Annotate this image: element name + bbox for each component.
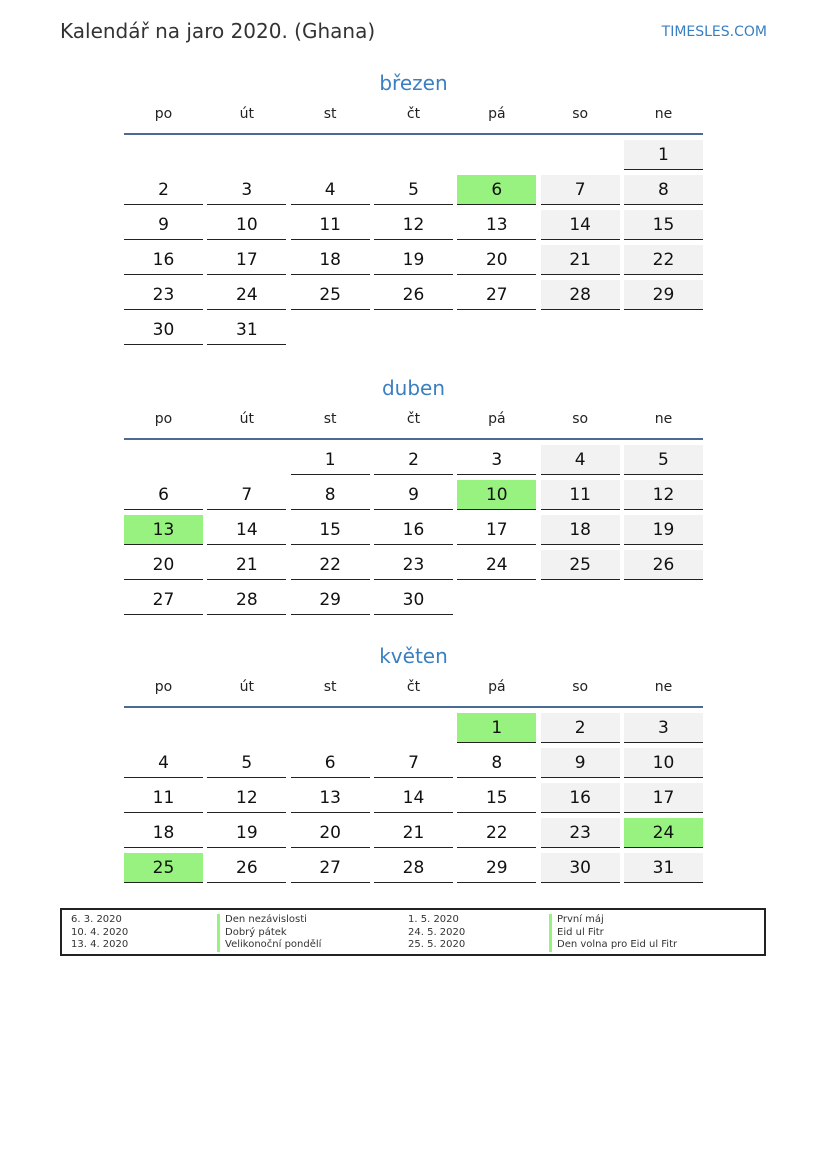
day-cell[interactable]: 24 [207,280,286,310]
day-cell[interactable]: 13 [457,210,536,240]
day-cell[interactable]: 7 [374,748,453,778]
day-cell[interactable]: 8 [624,175,703,205]
day-cell[interactable]: 9 [124,210,203,240]
weekday-label: st [323,411,337,427]
day-cell[interactable]: 26 [207,853,286,883]
day-cell[interactable]: 27 [124,585,203,615]
day-cell[interactable]: 18 [291,245,370,275]
day-cell[interactable]: 1 [291,445,370,475]
day-cell[interactable]: 25 [541,550,620,580]
day-cell[interactable]: 28 [541,280,620,310]
empty-day-cell [207,445,286,475]
day-cell[interactable]: 19 [207,818,286,848]
day-cell[interactable]: 5 [624,445,703,475]
holiday-date: 10. 4. 2020 [71,926,129,938]
day-grid [124,445,703,615]
empty-day-cell [624,585,703,615]
day-cell[interactable]: 12 [374,210,453,240]
day-cell[interactable]: 2 [124,175,203,205]
weekday-label: pá [488,679,506,695]
day-cell[interactable]: 12 [207,783,286,813]
day-cell[interactable]: 23 [124,280,203,310]
day-cell[interactable]: 30 [541,853,620,883]
day-cell[interactable]: 27 [291,853,370,883]
weekday-header [124,677,703,703]
day-cell[interactable]: 14 [374,783,453,813]
weekday-label: st [323,679,337,695]
day-grid [124,140,703,345]
weekday-label: po [154,106,173,122]
day-cell[interactable]: 4 [291,175,370,205]
day-cell[interactable]: 28 [374,853,453,883]
day-cell[interactable]: 17 [624,783,703,813]
day-cell[interactable]: 21 [207,550,286,580]
empty-day-cell [541,140,620,170]
holiday-day-cell[interactable]: 13 [124,515,203,545]
empty-day-cell [207,713,286,743]
holiday-name: Den volna pro Eid ul Fitr [549,939,677,952]
day-cell[interactable]: 9 [374,480,453,510]
day-cell[interactable]: 5 [207,748,286,778]
holiday-day-cell[interactable]: 24 [624,818,703,848]
holiday-name: Velikonoční pondělí [217,939,321,952]
day-cell[interactable]: 29 [624,280,703,310]
holiday-name: Eid ul Fitr [549,927,677,940]
empty-day-cell [124,713,203,743]
weekday-label: út [239,106,255,122]
weekday-header [124,409,703,435]
legend-names-left [217,914,321,952]
weekday-label: čt [406,411,421,427]
empty-day-cell [124,445,203,475]
day-cell[interactable]: 18 [124,818,203,848]
day-cell[interactable]: 4 [124,748,203,778]
weekday-label: čt [406,679,421,695]
weekday-label: po [154,411,173,427]
day-cell[interactable]: 16 [541,783,620,813]
month-march [124,70,703,345]
empty-day-cell [457,585,536,615]
day-cell[interactable]: 8 [457,748,536,778]
empty-day-cell [457,315,536,345]
header-divider [124,706,703,708]
holiday-date: 13. 4. 2020 [71,939,129,950]
empty-day-cell [624,315,703,345]
empty-day-cell [291,315,370,345]
day-cell[interactable]: 9 [541,748,620,778]
day-cell[interactable]: 31 [207,315,286,345]
header-divider [124,133,703,135]
weekday-label: ne [654,106,673,122]
month-may [124,643,703,883]
weekday-label: st [323,106,337,122]
day-cell[interactable]: 2 [374,445,453,475]
day-grid [124,713,703,883]
day-cell[interactable]: 11 [291,210,370,240]
legend-names-right [549,914,677,952]
day-cell[interactable]: 15 [291,515,370,545]
day-cell[interactable]: 23 [374,550,453,580]
day-cell[interactable]: 3 [624,713,703,743]
weekday-header [124,104,703,130]
day-cell[interactable]: 11 [124,783,203,813]
holiday-name: První máj [549,914,677,927]
day-cell[interactable]: 25 [291,280,370,310]
weekday-label: út [239,411,255,427]
weekday-label: čt [406,106,421,122]
day-cell[interactable]: 6 [124,480,203,510]
weekday-label: so [572,106,589,122]
empty-day-cell [291,713,370,743]
empty-day-cell [374,315,453,345]
day-cell[interactable]: 19 [624,515,703,545]
empty-day-cell [291,140,370,170]
empty-day-cell [374,140,453,170]
day-cell[interactable]: 4 [541,445,620,475]
day-cell[interactable]: 31 [624,853,703,883]
weekday-label: ne [654,411,673,427]
holiday-legend [60,908,766,956]
day-cell[interactable]: 28 [207,585,286,615]
day-cell[interactable]: 16 [374,515,453,545]
day-cell[interactable]: 7 [207,480,286,510]
holiday-day-cell[interactable]: 1 [457,713,536,743]
day-cell[interactable]: 12 [624,480,703,510]
empty-day-cell [124,140,203,170]
day-cell[interactable]: 15 [457,783,536,813]
day-cell[interactable]: 10 [624,748,703,778]
day-cell[interactable]: 20 [291,818,370,848]
holiday-name: Dobrý pátek [217,927,321,940]
page-title: Kalendář na jaro 2020. (Ghana) [60,19,376,43]
day-cell[interactable]: 13 [291,783,370,813]
empty-day-cell [541,315,620,345]
empty-day-cell [541,585,620,615]
day-cell[interactable]: 20 [124,550,203,580]
weekday-label: pá [488,411,506,427]
holiday-date: 24. 5. 2020 [408,926,466,938]
day-cell[interactable]: 7 [541,175,620,205]
month-title: duben [381,376,446,400]
day-cell[interactable]: 15 [624,210,703,240]
legend-dates-left [71,914,128,952]
month-title: květen [379,644,448,668]
day-cell[interactable]: 26 [374,280,453,310]
weekday-label: pá [488,106,506,122]
day-cell[interactable]: 30 [124,315,203,345]
day-cell[interactable]: 3 [457,445,536,475]
day-cell[interactable]: 10 [207,210,286,240]
day-cell[interactable]: 20 [457,245,536,275]
holiday-date: 25. 5. 2020 [408,939,466,950]
day-cell[interactable]: 24 [457,550,536,580]
day-cell[interactable]: 23 [541,818,620,848]
month-april [124,375,703,615]
legend-dates-right [408,914,465,952]
day-cell[interactable]: 22 [624,245,703,275]
day-cell[interactable]: 8 [291,480,370,510]
header-divider [124,438,703,440]
empty-day-cell [374,713,453,743]
day-cell[interactable]: 18 [541,515,620,545]
holiday-date: 6. 3. 2020 [71,914,122,925]
day-cell[interactable]: 26 [624,550,703,580]
day-cell[interactable]: 1 [624,140,703,170]
day-cell[interactable]: 6 [291,748,370,778]
weekday-label: út [239,679,255,695]
day-cell[interactable]: 2 [541,713,620,743]
day-cell[interactable]: 17 [457,515,536,545]
weekday-label: ne [654,679,673,695]
holiday-day-cell[interactable]: 6 [457,175,536,205]
day-cell[interactable]: 17 [207,245,286,275]
day-cell[interactable]: 3 [207,175,286,205]
day-cell[interactable]: 29 [291,585,370,615]
day-cell[interactable]: 30 [374,585,453,615]
weekday-label: so [572,679,589,695]
holiday-day-cell[interactable]: 25 [124,853,203,883]
day-cell[interactable]: 21 [541,245,620,275]
day-cell[interactable]: 5 [374,175,453,205]
holiday-day-cell[interactable]: 10 [457,480,536,510]
empty-day-cell [457,140,536,170]
day-cell[interactable]: 22 [457,818,536,848]
weekday-label: so [572,411,589,427]
day-cell[interactable]: 21 [374,818,453,848]
day-cell[interactable]: 27 [457,280,536,310]
holiday-name: Den nezávislosti [217,914,321,927]
day-cell[interactable]: 22 [291,550,370,580]
day-cell[interactable]: 14 [541,210,620,240]
day-cell[interactable]: 14 [207,515,286,545]
holiday-date: 1. 5. 2020 [408,914,459,925]
empty-day-cell [207,140,286,170]
month-title: březen [379,71,448,95]
day-cell[interactable]: 29 [457,853,536,883]
day-cell[interactable]: 11 [541,480,620,510]
weekday-label: po [154,679,173,695]
brand-link[interactable]: TIMESLES.COM [661,24,767,40]
day-cell[interactable]: 16 [124,245,203,275]
day-cell[interactable]: 19 [374,245,453,275]
